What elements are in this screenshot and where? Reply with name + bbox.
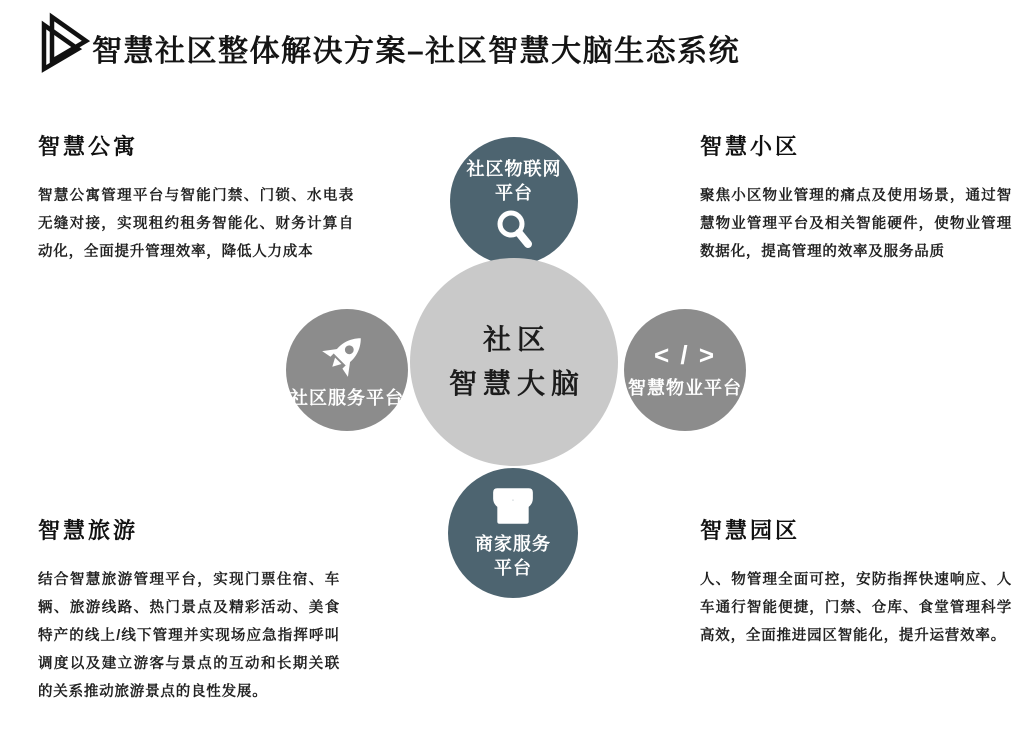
section-body: 人、物管理全面可控，安防指挥快速响应、人车通行智能便捷，门禁、仓库、食堂管理科学高效，全面推进园区智能化，提升运营效率。 xyxy=(700,572,1012,644)
section-smart-apartment xyxy=(38,130,354,266)
search-icon xyxy=(492,208,536,254)
bubble-label: 社区服务平台 xyxy=(290,388,404,408)
bubble-community-service-platform xyxy=(286,309,408,431)
bubble-community-smart-brain xyxy=(410,258,618,466)
section-heading: 智慧小区 xyxy=(700,134,801,159)
code-icon: < / > xyxy=(653,340,717,370)
page-title: 智慧社区整体解决方案–社区智慧大脑生态系统 xyxy=(92,35,741,68)
section-smart-tourism xyxy=(38,514,340,706)
center-label-line1: 社区 xyxy=(482,324,551,355)
bubble-property-platform xyxy=(624,309,746,431)
brand-logo-triangles-icon xyxy=(36,10,92,74)
center-label-line2: 智慧大脑 xyxy=(448,368,585,399)
bubble-label: 智慧物业平台 xyxy=(628,378,742,398)
section-body: 智慧公寓管理平台与智能门禁、门锁、水电表无缝对接，实现租约租务智能化、财务计算自动化，全面提升管理效率，降低人力成本 xyxy=(38,188,354,260)
bubble-label: 社区物联网 xyxy=(466,158,562,179)
bubble-label: 平台 xyxy=(495,182,533,203)
section-body: 结合智慧旅游管理平台，实现门票住宿、车辆、旅游线路、热门景点及精彩活动、美食特产的线上/线下管理并实现场应急指挥呼叫调度以及建立游客与景点的互动和长期关联的关系推动旅游景点的良性发展。 xyxy=(38,572,340,700)
section-heading: 智慧旅游 xyxy=(38,518,139,543)
bubble-merchant-service-platform xyxy=(448,468,578,598)
rocket-icon xyxy=(321,330,373,382)
section-smart-park xyxy=(700,514,1012,650)
section-heading: 智慧公寓 xyxy=(38,134,139,159)
bubble-iot-platform xyxy=(450,137,578,265)
storefront-icon xyxy=(490,486,536,526)
section-smart-residential xyxy=(700,130,1012,266)
section-heading: 智慧园区 xyxy=(700,518,801,543)
bubble-label: 平台 xyxy=(494,558,532,578)
bubble-label: 商家服务 xyxy=(475,534,551,554)
section-body: 聚焦小区物业管理的痛点及使用场景，通过智慧物业管理平台及相关智能硬件，使物业管理数据化，提高管理的效率及服务品质 xyxy=(700,188,1012,260)
